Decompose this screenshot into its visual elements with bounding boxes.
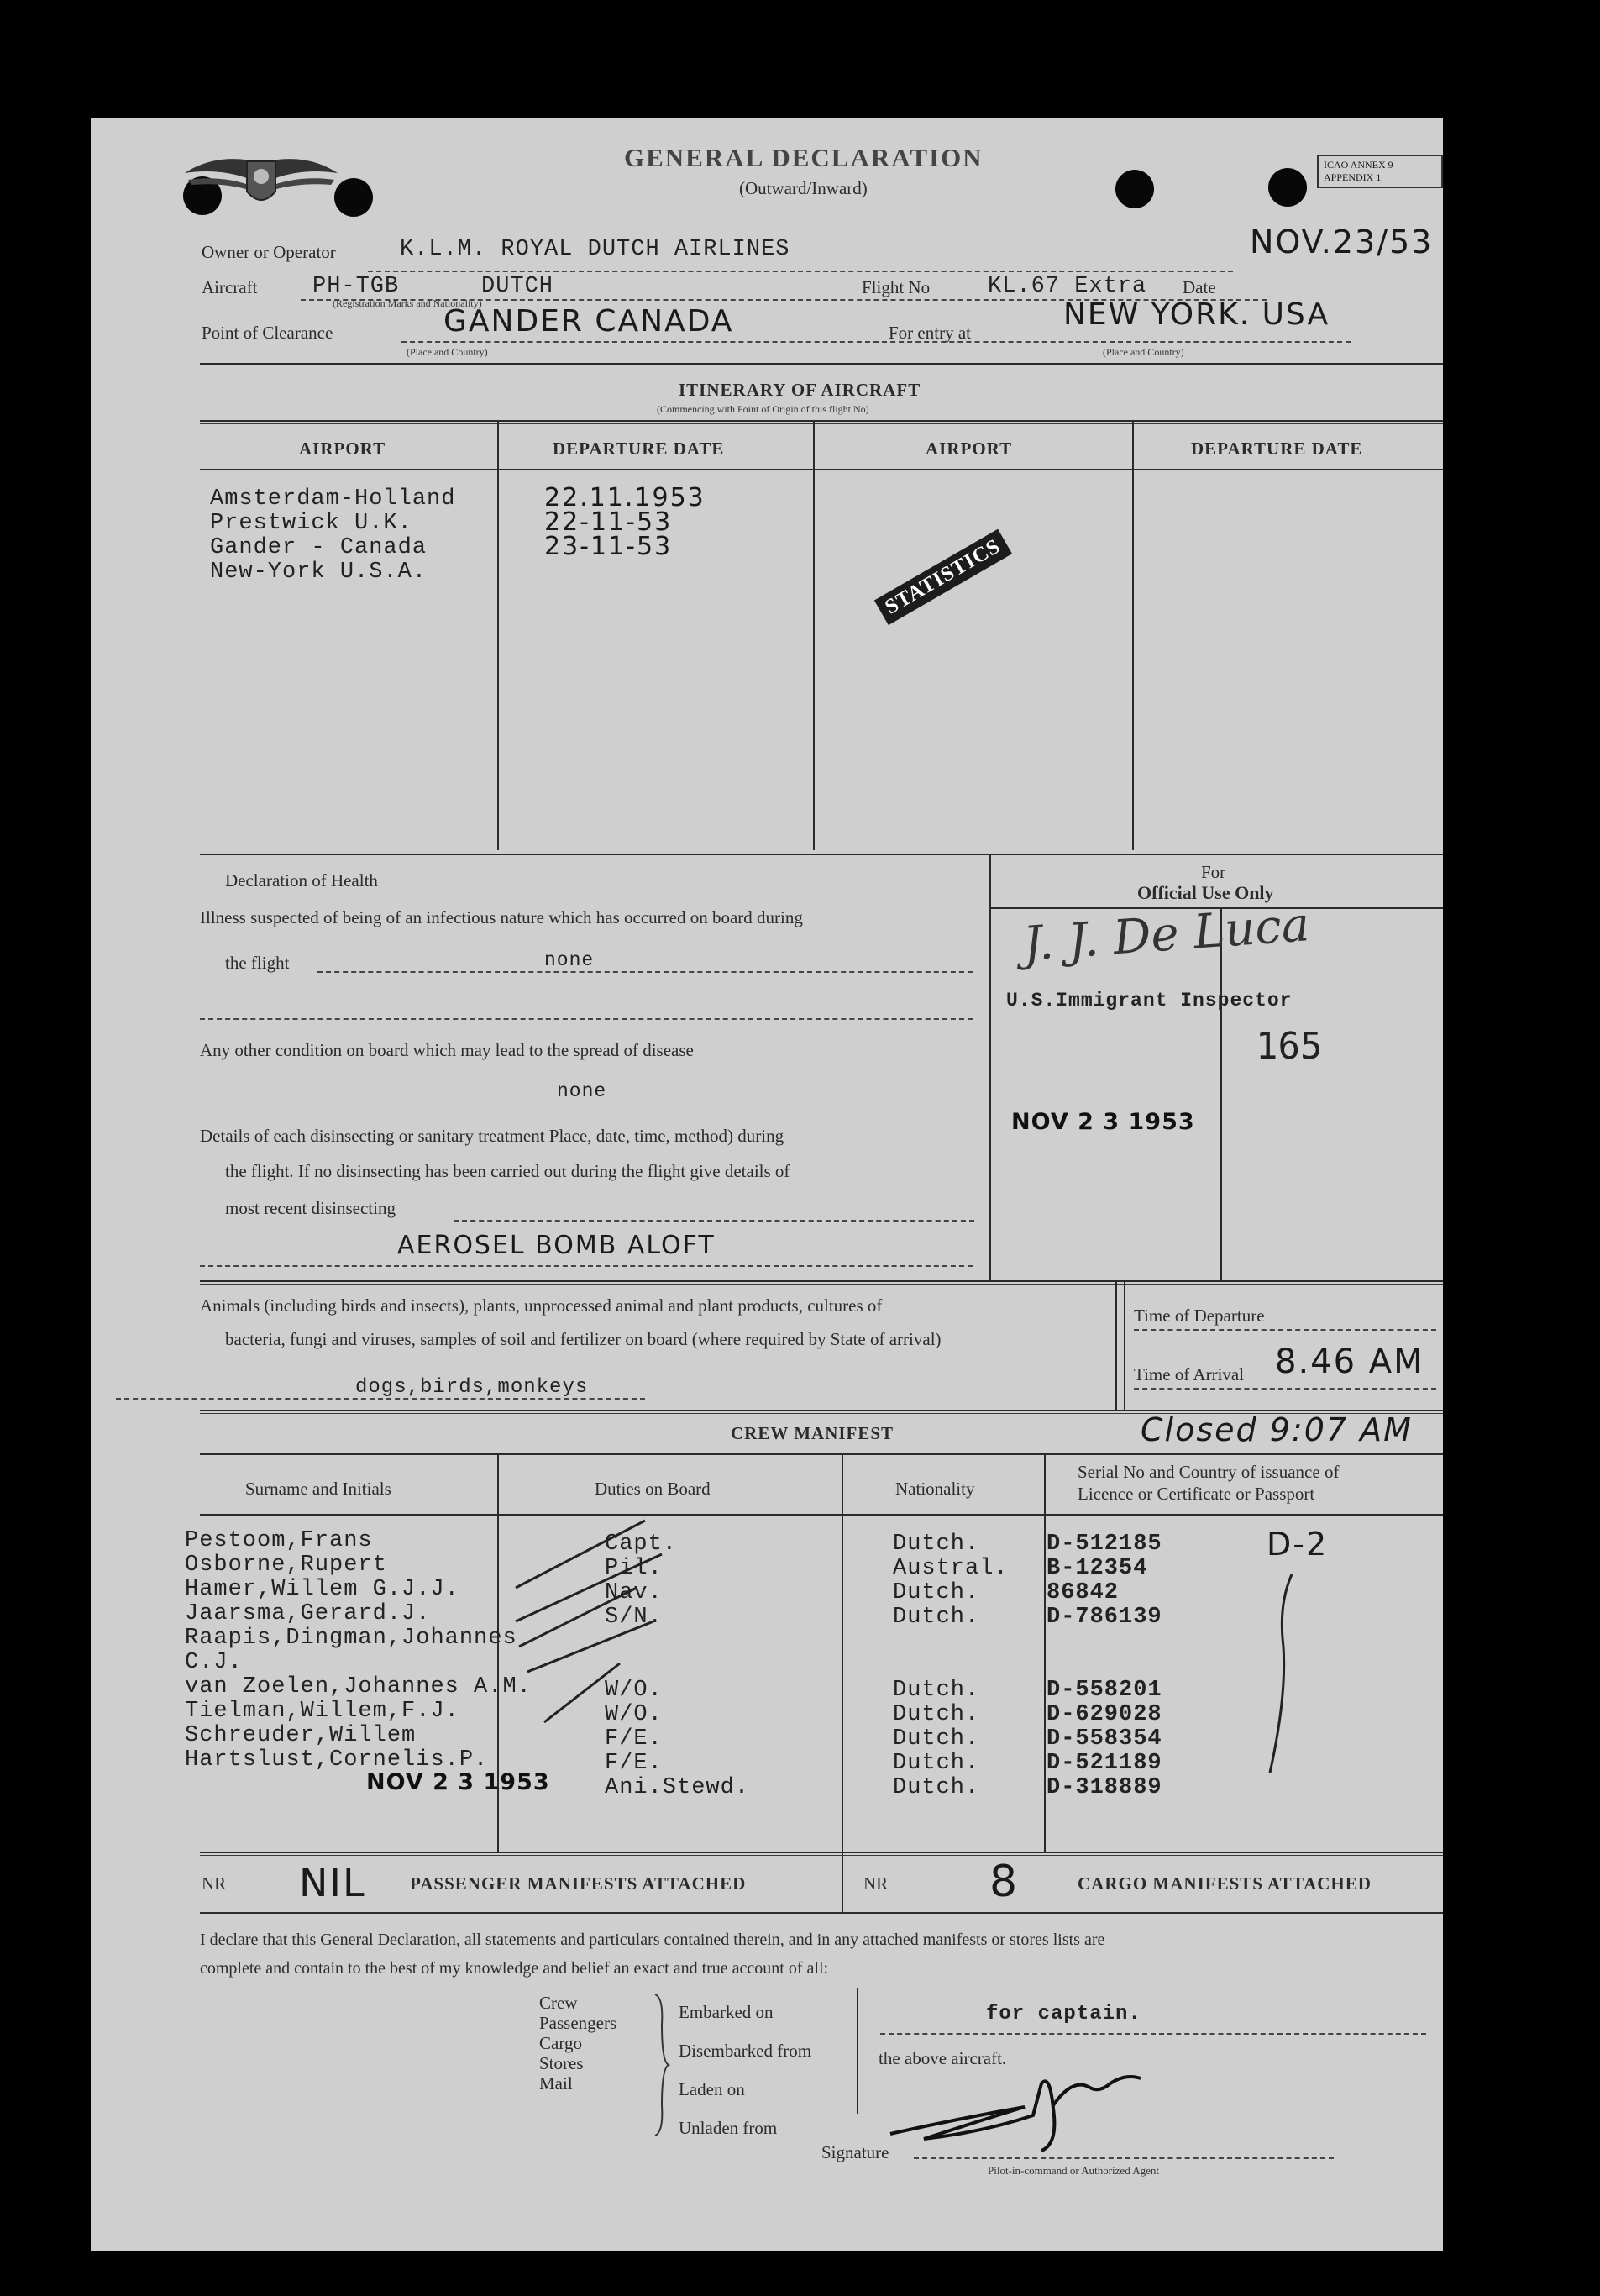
signature-label: Signature <box>821 2142 889 2162</box>
entry-value: NEW YORK. USA <box>1063 297 1330 332</box>
declaration-line1: I declare that this General Declaration, all statements and particulars contained therein, and in any attached manifests or stores lists are <box>200 1931 1105 1949</box>
itinerary-subtitle: (Commencing with Point of Origin of this flight No) <box>657 403 869 415</box>
health-q2: Any other condition on board which may lead to the spread of disease <box>200 1040 694 1060</box>
itinerary-col-departure-1: DEPARTURE DATE <box>553 439 725 459</box>
cargo-nr-label: NR <box>863 1873 889 1894</box>
general-declaration-form <box>91 118 1443 2251</box>
crew-nationality: Dutch. <box>893 1751 980 1776</box>
itinerary-date: 23-11-53 <box>544 532 673 561</box>
inspector-title: U.S.Immigrant Inspector <box>1006 990 1293 1011</box>
rule <box>200 363 1443 365</box>
declaration-right-item: Unladen from <box>679 2118 778 2138</box>
itinerary-airport-list <box>210 487 455 585</box>
times-divider <box>1124 1280 1125 1410</box>
signature-sublabel: Pilot-in-command or Authorized Agent <box>988 2164 1159 2177</box>
rule <box>200 1852 1443 1853</box>
crew-col-duties: Duties on Board <box>595 1479 711 1499</box>
annex-box <box>1317 155 1443 188</box>
declaration-left-item: Crew <box>539 1993 578 2013</box>
crew-serial: D-558201 <box>1047 1678 1162 1703</box>
health-q3-line1: Details of each disinsecting or sanitary treatment Place, date, time, method) during <box>200 1126 784 1146</box>
answer-line <box>200 1265 973 1267</box>
health-q1-line2: the flight <box>225 953 290 973</box>
crew-name: Osborne,Rupert <box>185 1553 387 1578</box>
passenger-nr-label: NR <box>202 1873 227 1894</box>
col-divider <box>857 1988 858 2114</box>
annex-line-2: APPENDIX 1 <box>1324 171 1382 183</box>
answer-line <box>914 2157 1334 2159</box>
rule <box>200 1280 1443 1282</box>
times-divider <box>1115 1280 1117 1410</box>
crew-duty: Pil. <box>605 1556 663 1581</box>
crew-name: Schreuder,Willem <box>185 1723 417 1748</box>
health-q3-answer: AEROSEL BOMB ALOFT <box>397 1231 716 1260</box>
answer-line <box>317 971 973 973</box>
rule <box>200 1912 1443 1914</box>
crew-nationality: Austral. <box>893 1556 1009 1581</box>
health-q2-answer: none <box>557 1080 607 1102</box>
rule <box>200 1855 1443 1856</box>
crew-name-list <box>185 1529 532 1773</box>
crew-name: van Zoelen,Johannes A.M. <box>185 1674 532 1700</box>
answer-line <box>1134 1388 1436 1390</box>
itinerary-title: ITINERARY OF AIRCRAFT <box>679 380 921 400</box>
crew-name: Tielman,Willem,F.J. <box>185 1699 459 1724</box>
crew-serial: D-786139 <box>1047 1605 1162 1630</box>
crew-serial <box>1047 1630 1162 1654</box>
crew-nationality: Dutch. <box>893 1775 980 1800</box>
aircraft-label: Aircraft <box>202 277 258 297</box>
crew-duty: S/N. <box>605 1605 663 1630</box>
crew-col-serial-2: Licence or Certificate or Passport <box>1078 1484 1315 1504</box>
form-subtitle: (Outward/Inward) <box>739 178 868 198</box>
flight-no-value: KL.67 Extra <box>988 274 1147 299</box>
brace-icon <box>652 1991 672 2138</box>
crew-duty: Ani.Stewd. <box>605 1775 750 1800</box>
col-divider <box>497 422 499 850</box>
crew-serial: D-629028 <box>1047 1702 1162 1727</box>
answer-line <box>200 1018 973 1020</box>
captain-signature <box>873 2025 1151 2159</box>
declaration-line2: complete and contain to the best of my knowledge and belief an exact and true account of all: <box>200 1959 829 1978</box>
for-captain: for captain. <box>986 2003 1141 2025</box>
rule <box>200 854 1443 855</box>
crew-name: Hartslust,Cornelis.P. <box>185 1747 489 1773</box>
rule <box>200 423 1443 424</box>
crew-nationality <box>893 1630 1009 1654</box>
passenger-nr-value: NIL <box>299 1860 366 1905</box>
health-q1-answer: none <box>544 949 595 971</box>
clearance-value: GANDER CANADA <box>443 304 734 339</box>
col-divider <box>842 1852 843 1912</box>
declaration-left-item: Stores <box>539 2053 584 2073</box>
entry-sublabel: (Place and Country) <box>1103 346 1184 358</box>
crew-duty: W/O. <box>605 1678 663 1703</box>
crew-nationality-list <box>893 1532 1009 1800</box>
declaration-date-handwritten: NOV.23/53 <box>1250 223 1434 260</box>
itinerary-airport: Prestwick U.K. <box>210 511 412 536</box>
health-q3-line3: most recent disinsecting <box>225 1198 396 1218</box>
answer-line <box>1134 1329 1436 1331</box>
declaration-left-list <box>539 1993 616 2094</box>
animals-line1: Animals (including birds and insects), plants, unprocessed animal and plant products, cultures of <box>200 1295 883 1316</box>
itinerary-date: 22.11.1953 <box>544 483 706 512</box>
answer-line <box>454 1220 974 1222</box>
declaration-left-item: Passengers <box>539 2013 617 2033</box>
itinerary-airport: Amsterdam-Holland <box>210 486 456 512</box>
crew-col-serial-1: Serial No and Country of issuance of <box>1078 1462 1340 1482</box>
declaration-right-item: Embarked on <box>679 2002 774 2022</box>
health-q1-line1: Illness suspected of being of an infectious nature which has occurred on board during <box>200 907 803 927</box>
closed-time: Closed 9:07 AM <box>1141 1411 1413 1448</box>
crew-duty: F/E. <box>605 1726 663 1752</box>
official-for: For <box>1201 862 1226 882</box>
rule <box>200 1514 1443 1516</box>
entry-label: For entry at <box>889 323 971 343</box>
declaration-left-item: Cargo <box>539 2033 582 2053</box>
crew-note: D-2 <box>1267 1526 1329 1563</box>
rule <box>200 420 1443 422</box>
col-divider <box>1132 422 1134 850</box>
flight-no-label: Flight No <box>862 277 931 297</box>
itinerary-col-airport-1: AIRPORT <box>299 439 386 459</box>
arrival-time-label: Time of Arrival <box>1134 1364 1245 1384</box>
statistics-stamp: STATISTICS <box>874 529 1012 625</box>
itinerary-airport: New-York U.S.A. <box>210 560 428 585</box>
rule <box>200 469 1443 470</box>
crew-col-name: Surname and Initials <box>245 1479 391 1499</box>
check-marks-icon <box>511 1495 679 1747</box>
crew-duty: F/E. <box>605 1751 663 1776</box>
declaration-right-item: Disembarked from <box>679 2041 812 2061</box>
crew-serial: 86842 <box>1047 1580 1120 1605</box>
crew-name: Pestoom,Frans <box>185 1528 373 1553</box>
aircraft-sublabel: (Registration Marks and Nationality) <box>333 297 482 309</box>
departure-time-label: Time of Departure <box>1134 1306 1265 1326</box>
inspector-signature: J. J. De Luca <box>1021 897 1312 972</box>
crew-name: C.J. <box>185 1650 243 1675</box>
col-divider <box>813 422 815 850</box>
itinerary-date: 22-11-53 <box>544 507 673 537</box>
crew-nationality <box>893 1654 1009 1679</box>
declaration-right-item: Laden on <box>679 2079 745 2099</box>
official-date-stamp: NOV 2 3 1953 <box>1011 1109 1195 1135</box>
cargo-manifests-label: CARGO MANIFESTS ATTACHED <box>1078 1873 1372 1894</box>
crew-date-stamp: NOV 2 3 1953 <box>366 1769 550 1795</box>
crew-duty: W/O. <box>605 1702 663 1727</box>
aircraft-nationality: DUTCH <box>481 274 554 299</box>
crew-nationality: Dutch. <box>893 1532 980 1557</box>
bracket-mark-icon <box>1267 1571 1300 1781</box>
date-label: Date <box>1183 277 1216 297</box>
form-title: GENERAL DECLARATION <box>624 143 984 172</box>
crew-duty: Nav. <box>605 1580 663 1605</box>
crew-serial: D-512185 <box>1047 1532 1162 1557</box>
crew-col-nationality: Nationality <box>895 1479 975 1499</box>
declaration-right-list <box>679 1993 811 2147</box>
itinerary-col-departure-2: DEPARTURE DATE <box>1191 439 1363 459</box>
declaration-left-item: Mail <box>539 2073 573 2094</box>
owner-value: K.L.M. ROYAL DUTCH AIRLINES <box>400 237 790 262</box>
punch-hole <box>1268 168 1307 207</box>
official-title: Official Use Only <box>1137 882 1274 903</box>
crew-nationality: Dutch. <box>893 1726 980 1752</box>
official-number: 165 <box>1256 1025 1323 1068</box>
official-divider <box>989 854 991 1280</box>
official-divider <box>1220 907 1222 1280</box>
crew-serial-list <box>1047 1532 1162 1800</box>
crew-serial: B-12354 <box>1047 1556 1148 1581</box>
owner-label: Owner or Operator <box>202 242 336 262</box>
above-aircraft: the above aircraft. <box>879 2048 1007 2068</box>
crew-serial <box>1047 1654 1162 1679</box>
annex-line-1: ICAO ANNEX 9 <box>1324 159 1393 171</box>
passenger-manifests-label: PASSENGER MANIFESTS ATTACHED <box>410 1873 747 1894</box>
punch-hole <box>1115 170 1154 208</box>
itinerary-airport: Gander - Canada <box>210 535 428 560</box>
health-title: Declaration of Health <box>225 870 378 891</box>
clearance-label: Point of Clearance <box>202 323 333 343</box>
health-q3-line2: the flight. If no disinsecting has been carried out during the flight give details of <box>225 1161 790 1181</box>
crew-nationality: Dutch. <box>893 1605 980 1630</box>
crew-nationality: Dutch. <box>893 1678 980 1703</box>
crew-name: Hamer,Willem G.J.J. <box>185 1577 459 1602</box>
itinerary-col-airport-2: AIRPORT <box>926 439 1013 459</box>
rule <box>200 1453 1443 1455</box>
crew-title: CREW MANIFEST <box>731 1423 894 1443</box>
crew-serial: D-558354 <box>1047 1726 1162 1752</box>
aircraft-registration: PH-TGB <box>312 274 400 299</box>
crew-duty: Capt. <box>605 1532 678 1557</box>
crew-serial: D-318889 <box>1047 1775 1162 1800</box>
clearance-sublabel: (Place and Country) <box>407 346 488 358</box>
animals-line2: bacteria, fungi and viruses, samples of soil and fertilizer on board (where required by State of arrival) <box>225 1329 942 1349</box>
crew-name: Jaarsma,Gerard.J. <box>185 1601 431 1626</box>
klm-crest-icon <box>181 151 341 212</box>
crew-serial: D-521189 <box>1047 1751 1162 1776</box>
crew-nationality: Dutch. <box>893 1702 980 1727</box>
animals-answer: dogs,birds,monkeys <box>355 1376 589 1399</box>
answer-line <box>116 1398 645 1400</box>
owner-line <box>368 271 1233 272</box>
cargo-nr-value: 8 <box>989 1857 1020 1907</box>
crew-name: Raapis,Dingman,Johannes <box>185 1626 517 1651</box>
crew-nationality: Dutch. <box>893 1580 980 1605</box>
rule <box>200 1284 1443 1285</box>
itinerary-date-list <box>544 483 706 561</box>
clearance-line <box>401 341 1351 343</box>
arrival-time-value: 8.46 AM <box>1275 1342 1424 1381</box>
